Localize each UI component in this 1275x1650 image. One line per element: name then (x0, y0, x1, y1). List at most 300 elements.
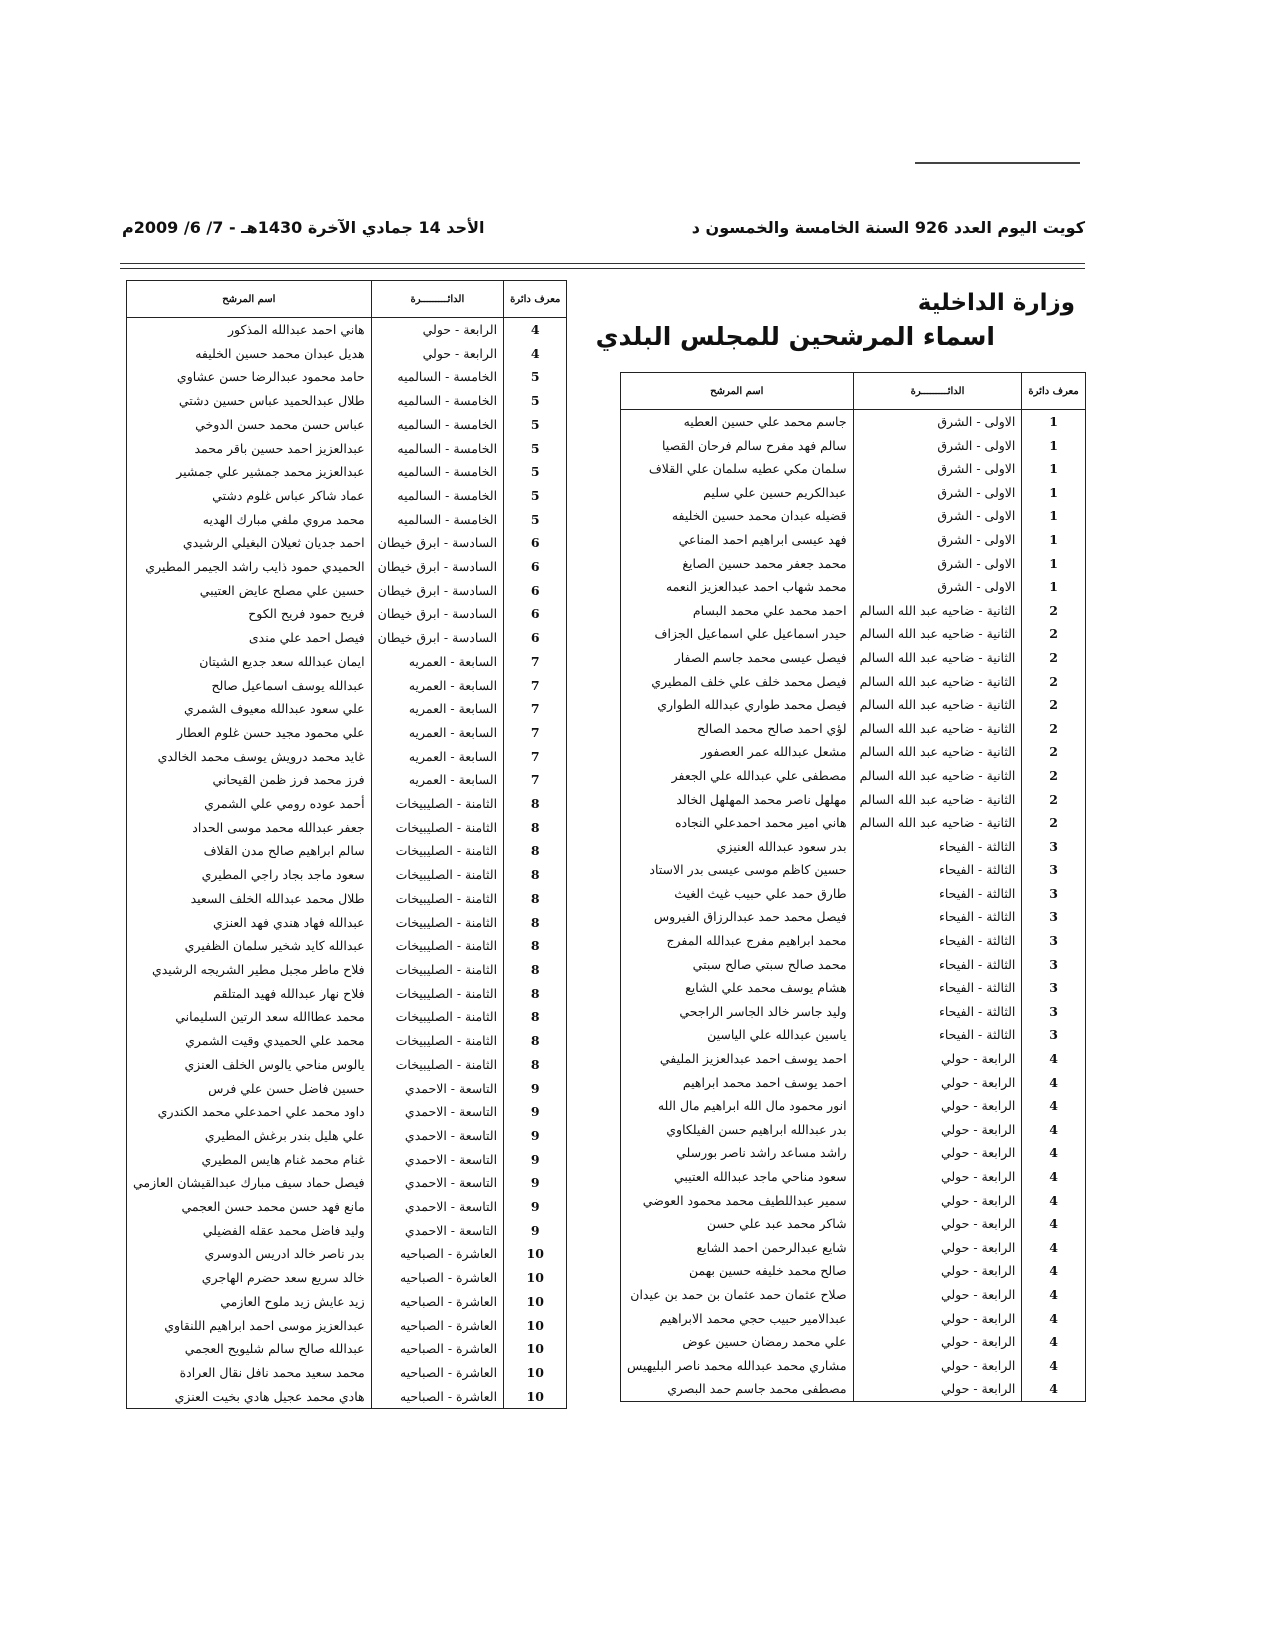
table-row (621, 504, 1086, 528)
candidate-name-cell: فهد عيسى ابراهيم احمد المناعي (621, 528, 854, 552)
table-row (127, 721, 567, 745)
district-cell: الرابعة - حولي (853, 1330, 1022, 1354)
table-row (621, 410, 1086, 434)
district-id-cell: 5 (504, 365, 567, 389)
district-id-cell: 8 (504, 887, 567, 911)
district-cell: الثانية - ضاحيه عبد الله السالم (853, 764, 1022, 788)
district-id-cell: 4 (504, 342, 567, 366)
district-cell: الرابعة - حولي (371, 318, 503, 342)
district-cell: الثامنة - الصليبيخات (371, 1053, 503, 1077)
candidates-table-right (620, 372, 1086, 1402)
candidate-name-cell: احمد يوسف احمد محمد ابراهيم (621, 1071, 854, 1095)
table-row (127, 579, 567, 603)
table-row (127, 768, 567, 792)
district-cell: السادسة - ابرق خيطان (371, 531, 503, 555)
district-id-cell: 7 (504, 721, 567, 745)
district-cell: الثالثة - الفيحاء (853, 905, 1022, 929)
district-id-cell: 6 (504, 579, 567, 603)
header-rule (120, 263, 1085, 264)
table-row (127, 318, 567, 342)
table-row (127, 934, 567, 958)
district-cell: الرابعة - حولي (853, 1165, 1022, 1189)
table-row (621, 740, 1086, 764)
district-id-cell: 7 (504, 697, 567, 721)
table-row (621, 976, 1086, 1000)
table-row (127, 697, 567, 721)
table-row (127, 1242, 567, 1266)
district-id-cell: 1 (1022, 481, 1085, 505)
district-id-cell: 2 (1022, 788, 1085, 812)
candidate-name-cell: حسين فاضل حسن علي فرس (127, 1077, 372, 1101)
candidate-name-cell: سالم فهد مفرح سالم فرحان القصيا (621, 434, 854, 458)
candidate-name-cell: لؤي احمد صالح محمد الصالح (621, 717, 854, 741)
district-cell: الخامسة - السالميه (371, 460, 503, 484)
table-row (621, 1307, 1086, 1331)
district-id-cell: 4 (1022, 1165, 1085, 1189)
district-cell: التاسعة - الاحمدي (371, 1100, 503, 1124)
candidate-name-cell: هديل عبدان محمد حسين الخليفه (127, 342, 372, 366)
table-row (621, 929, 1086, 953)
table-row (621, 552, 1086, 576)
candidate-name-cell: عبدالامير حبيب حجي محمد الابراهيم (621, 1307, 854, 1331)
district-cell: الرابعة - حولي (853, 1212, 1022, 1236)
candidate-name-cell: يالوس مناحي يالوس الخلف العنزي (127, 1053, 372, 1077)
district-cell: السابعة - العمريه (371, 768, 503, 792)
candidate-name-cell: حسين كاظم موسى عيسى بدر الاستاد (621, 858, 854, 882)
district-id-cell: 2 (1022, 764, 1085, 788)
district-id-cell: 3 (1022, 882, 1085, 906)
candidate-name-cell: عبدالعزيز موسى احمد ابراهيم اللنقاوي (127, 1314, 372, 1338)
district-id-cell: 2 (1022, 693, 1085, 717)
district-id-cell: 8 (504, 839, 567, 863)
table-row (621, 646, 1086, 670)
candidate-name-cell: سعود مناحي ماجد عبدالله العتيبي (621, 1165, 854, 1189)
candidate-name-cell: مشاري محمد عبدالله محمد ناصر البليهيس (621, 1354, 854, 1378)
district-id-cell: 4 (1022, 1094, 1085, 1118)
district-cell: السادسة - ابرق خيطان (371, 555, 503, 579)
table-row (127, 674, 567, 698)
district-id-cell: 7 (504, 768, 567, 792)
candidate-name-cell: عبدالعزيز احمد حسين باقر محمد (127, 437, 372, 461)
table-row (621, 457, 1086, 481)
candidate-name-cell: محمد سعيد محمد نافل نقال العرادة (127, 1361, 372, 1385)
table-row (127, 555, 567, 579)
district-id-cell: 10 (504, 1337, 567, 1361)
candidate-name-cell: فيصل احمد علي مندى (127, 626, 372, 650)
district-id-cell: 9 (504, 1171, 567, 1195)
candidate-name-cell: علي محمود مجيد حسن غلوم العطار (127, 721, 372, 745)
district-id-cell: 8 (504, 816, 567, 840)
district-cell: الثامنة - الصليبيخات (371, 816, 503, 840)
candidate-name-cell: محمد عطاالله سعد الرتين السليماني (127, 1005, 372, 1029)
district-cell: الرابعة - حولي (853, 1094, 1022, 1118)
table-header-row (127, 281, 567, 318)
table-row (621, 764, 1086, 788)
district-id-cell: 8 (504, 792, 567, 816)
district-cell: الثالثة - الفيحاء (853, 1023, 1022, 1047)
district-id-cell: 9 (504, 1124, 567, 1148)
candidate-name-cell: محمد صالح سبتي صالح سبتي (621, 953, 854, 977)
district-cell: الاولى - الشرق (853, 504, 1022, 528)
district-cell: السابعة - العمريه (371, 650, 503, 674)
district-id-cell: 2 (1022, 717, 1085, 741)
table-row (127, 1148, 567, 1172)
candidate-name-cell: فيصل حماد سيف مبارك عبدالقيشان العازمي (127, 1171, 372, 1195)
candidate-name-cell: خالد سريع سعد حضرم الهاجري (127, 1266, 372, 1290)
district-cell: الخامسة - السالميه (371, 365, 503, 389)
table-row (127, 1100, 567, 1124)
district-cell: الخامسة - السالميه (371, 389, 503, 413)
district-id-cell: 1 (1022, 410, 1085, 434)
district-cell: الثامنة - الصليبيخات (371, 982, 503, 1006)
district-id-cell: 8 (504, 911, 567, 935)
district-cell: الثامنة - الصليبيخات (371, 958, 503, 982)
district-cell: التاسعة - الاحمدي (371, 1124, 503, 1148)
district-id-cell: 2 (1022, 622, 1085, 646)
district-cell: الثامنة - الصليبيخات (371, 1029, 503, 1053)
district-id-cell: 1 (1022, 575, 1085, 599)
district-cell: الرابعة - حولي (853, 1047, 1022, 1071)
candidate-name-cell: فيصل محمد خلف علي خلف المطيري (621, 670, 854, 694)
district-cell: الرابعة - حولي (853, 1189, 1022, 1213)
header-candidate-name: اسم المرشح (127, 281, 372, 318)
district-id-cell: 8 (504, 958, 567, 982)
district-cell: الثامنة - الصليبيخات (371, 911, 503, 935)
table-row (621, 1236, 1086, 1260)
district-cell: العاشرة - الصباحيه (371, 1314, 503, 1338)
candidate-name-cell: عبدالكريم حسين علي سليم (621, 481, 854, 505)
candidate-name-cell: فيصل محمد حمد عبدالرزاق الفيروس (621, 905, 854, 929)
table-row (127, 626, 567, 650)
candidate-name-cell: هشام يوسف محمد علي الشايع (621, 976, 854, 1000)
table-row (127, 1385, 567, 1409)
district-id-cell: 1 (1022, 528, 1085, 552)
candidate-name-cell: بدر ناصر خالد ادريس الدوسري (127, 1242, 372, 1266)
candidate-name-cell: فلاح نهار عبدالله فهيد المتلقم (127, 982, 372, 1006)
table-row (621, 575, 1086, 599)
district-id-cell: 10 (504, 1290, 567, 1314)
candidate-name-cell: علي هليل بندر برغش المطيري (127, 1124, 372, 1148)
table-row (127, 460, 567, 484)
candidate-name-cell: طلال عبدالحميد عباس حسين دشتي (127, 389, 372, 413)
district-cell: الرابعة - حولي (371, 342, 503, 366)
district-cell: السابعة - العمريه (371, 697, 503, 721)
candidate-name-cell: راشد مساعد راشد ناصر بورسلي (621, 1141, 854, 1165)
district-id-cell: 5 (504, 460, 567, 484)
district-cell: الاولى - الشرق (853, 457, 1022, 481)
candidate-name-cell: سالم ابراهيم صالح مدن القلاف (127, 839, 372, 863)
district-cell: السابعة - العمريه (371, 745, 503, 769)
district-cell: التاسعة - الاحمدي (371, 1077, 503, 1101)
candidate-name-cell: غنام محمد غنام هايس المطيري (127, 1148, 372, 1172)
district-id-cell: 3 (1022, 1023, 1085, 1047)
table-row (621, 599, 1086, 623)
district-id-cell: 2 (1022, 670, 1085, 694)
candidate-name-cell: ياسين عبدالله علي الياسين (621, 1023, 854, 1047)
candidate-name-cell: هادي محمد عجيل هادي بخيت العنزي (127, 1385, 372, 1409)
district-cell: الرابعة - حولي (853, 1259, 1022, 1283)
district-cell: التاسعة - الاحمدي (371, 1195, 503, 1219)
candidate-name-cell: مشعل عبدالله عمر العصفور (621, 740, 854, 764)
candidate-name-cell: زيد عايش زيد ملوح العازمي (127, 1290, 372, 1314)
district-id-cell: 3 (1022, 953, 1085, 977)
candidate-name-cell: شاكر محمد عبد علي حسن (621, 1212, 854, 1236)
table-row (621, 1377, 1086, 1401)
district-cell: الرابعة - حولي (853, 1307, 1022, 1331)
district-id-cell: 9 (504, 1077, 567, 1101)
district-cell: الثامنة - الصليبيخات (371, 1005, 503, 1029)
candidate-name-cell: شايع عبدالرحمن احمد الشايع (621, 1236, 854, 1260)
table-row (621, 1330, 1086, 1354)
district-cell: الثالثة - الفيحاء (853, 929, 1022, 953)
table-body-right (621, 410, 1086, 1402)
table-row (621, 1165, 1086, 1189)
district-cell: الرابعة - حولي (853, 1141, 1022, 1165)
district-id-cell: 7 (504, 650, 567, 674)
district-cell: السابعة - العمريه (371, 674, 503, 698)
table-row (621, 717, 1086, 741)
district-cell: الثانية - ضاحيه عبد الله السالم (853, 622, 1022, 646)
table-body-left (127, 318, 567, 1409)
table-row (127, 839, 567, 863)
candidate-name-cell: جاسم محمد علي حسين العطيه (621, 410, 854, 434)
district-id-cell: 7 (504, 674, 567, 698)
table-row (621, 622, 1086, 646)
candidate-name-cell: طلال محمد عبدالله الخلف السعيد (127, 887, 372, 911)
table-row (127, 745, 567, 769)
district-id-cell: 4 (1022, 1071, 1085, 1095)
table-row (621, 1212, 1086, 1236)
table-row (127, 1219, 567, 1243)
candidate-name-cell: احمد محمد علي محمد البسام (621, 599, 854, 623)
district-cell: العاشرة - الصباحيه (371, 1290, 503, 1314)
table-row (127, 1124, 567, 1148)
candidate-name-cell: انور محمود مال الله ابراهيم مال الله (621, 1094, 854, 1118)
district-cell: الرابعة - حولي (853, 1118, 1022, 1142)
candidate-name-cell: مهلهل ناصر محمد المهلهل الخالد (621, 788, 854, 812)
district-cell: التاسعة - الاحمدي (371, 1171, 503, 1195)
candidate-name-cell: أحمد عوده رومي علي الشمري (127, 792, 372, 816)
table-row (127, 484, 567, 508)
district-id-cell: 5 (504, 508, 567, 532)
page-title: اسماء المرشحين للمجلس البلدي (595, 322, 995, 351)
table-row (127, 365, 567, 389)
candidate-name-cell: علي سعود عبدالله معيوف الشمري (127, 697, 372, 721)
district-cell: الخامسة - السالميه (371, 484, 503, 508)
table-row (127, 958, 567, 982)
district-cell: العاشرة - الصباحيه (371, 1385, 503, 1409)
candidate-name-cell: هاني امير محمد احمدعلي النجاده (621, 811, 854, 835)
district-cell: الثانية - ضاحيه عبد الله السالم (853, 693, 1022, 717)
top-rule (915, 162, 1080, 164)
district-cell: الثالثة - الفيحاء (853, 976, 1022, 1000)
candidate-name-cell: سعود ماجد بجاد راجي المطيري (127, 863, 372, 887)
header-district-id: معرف دائرة (1022, 373, 1085, 410)
table-row (127, 1266, 567, 1290)
district-id-cell: 3 (1022, 976, 1085, 1000)
district-cell: الاولى - الشرق (853, 528, 1022, 552)
candidate-name-cell: احمد جديان ثعيلان البغيلي الرشيدي (127, 531, 372, 555)
candidate-name-cell: عباس حسن محمد حسن الدوخي (127, 413, 372, 437)
table-row (621, 1283, 1086, 1307)
table-row (621, 905, 1086, 929)
district-cell: الخامسة - السالميه (371, 508, 503, 532)
table-row (127, 1029, 567, 1053)
district-cell: الثامنة - الصليبيخات (371, 934, 503, 958)
candidate-name-cell: سمير عبداللطيف محمد محمود العوضي (621, 1189, 854, 1213)
district-id-cell: 5 (504, 413, 567, 437)
district-cell: الثالثة - الفيحاء (853, 835, 1022, 859)
district-id-cell: 8 (504, 934, 567, 958)
candidate-name-cell: بدر عبدالله ابراهيم حسن الفيلكاوي (621, 1118, 854, 1142)
table-row (127, 1171, 567, 1195)
district-id-cell: 4 (1022, 1047, 1085, 1071)
district-id-cell: 9 (504, 1100, 567, 1124)
district-id-cell: 10 (504, 1266, 567, 1290)
table-row (127, 1361, 567, 1385)
candidate-name-cell: مصطفى علي عبدالله علي الجعفر (621, 764, 854, 788)
candidate-name-cell: محمد ابراهيم مفرج عبدالله المفرج (621, 929, 854, 953)
district-cell: الرابعة - حولي (853, 1236, 1022, 1260)
district-id-cell: 4 (504, 318, 567, 342)
district-cell: الثانية - ضاحيه عبد الله السالم (853, 646, 1022, 670)
table-row (621, 1259, 1086, 1283)
district-id-cell: 8 (504, 1029, 567, 1053)
candidates-table-left (126, 280, 567, 1409)
candidate-name-cell: محمد علي الحميدي وقيت الشمري (127, 1029, 372, 1053)
table-row (621, 858, 1086, 882)
district-cell: الاولى - الشرق (853, 552, 1022, 576)
candidate-name-cell: فلاح ماطر مجبل مطير الشريجه الرشيدي (127, 958, 372, 982)
district-cell: الاولى - الشرق (853, 481, 1022, 505)
table-row (127, 413, 567, 437)
table-row (127, 792, 567, 816)
district-cell: الثانية - ضاحيه عبد الله السالم (853, 811, 1022, 835)
candidate-name-cell: مانع فهد حسن محمد حسن العجمي (127, 1195, 372, 1219)
district-cell: الثالثة - الفيحاء (853, 1000, 1022, 1024)
district-cell: الاولى - الشرق (853, 434, 1022, 458)
table-row (621, 528, 1086, 552)
header-candidate-name: اسم المرشح (621, 373, 854, 410)
district-cell: الثالثة - الفيحاء (853, 882, 1022, 906)
table-row (127, 1337, 567, 1361)
table-row (127, 508, 567, 532)
candidate-name-cell: محمد جعفر محمد حسين الصايغ (621, 552, 854, 576)
candidate-name-cell: حامد محمود عبدالرضا حسن عشاوي (127, 365, 372, 389)
district-cell: الثانية - ضاحيه عبد الله السالم (853, 599, 1022, 623)
table-row (621, 811, 1086, 835)
date-header: الأحد 14 جمادي الآخرة 1430هـ - 7/ 6/ 2009م (122, 218, 485, 237)
district-id-cell: 4 (1022, 1212, 1085, 1236)
district-cell: الرابعة - حولي (853, 1283, 1022, 1307)
district-id-cell: 4 (1022, 1189, 1085, 1213)
district-id-cell: 1 (1022, 434, 1085, 458)
district-id-cell: 2 (1022, 646, 1085, 670)
table-row (621, 882, 1086, 906)
ministry-title: وزارة الداخلية (917, 290, 1075, 316)
district-id-cell: 9 (504, 1195, 567, 1219)
district-id-cell: 4 (1022, 1259, 1085, 1283)
candidate-name-cell: هاني احمد عبدالله المذكور (127, 318, 372, 342)
district-id-cell: 9 (504, 1148, 567, 1172)
candidate-name-cell: محمد مروي ملفي مبارك الهديه (127, 508, 372, 532)
table-row (621, 693, 1086, 717)
district-cell: الرابعة - حولي (853, 1354, 1022, 1378)
district-id-cell: 10 (504, 1314, 567, 1338)
district-id-cell: 2 (1022, 811, 1085, 835)
district-id-cell: 4 (1022, 1307, 1085, 1331)
district-id-cell: 4 (1022, 1283, 1085, 1307)
table-row (127, 1077, 567, 1101)
header-district: الدائـــــــــرة (853, 373, 1022, 410)
candidate-name-cell: احمد يوسف احمد عبدالعزيز المليفي (621, 1047, 854, 1071)
district-id-cell: 4 (1022, 1377, 1085, 1401)
candidate-name-cell: طارق حمد علي حبيب غيث الغيث (621, 882, 854, 906)
candidate-name-cell: ايمان عبدالله سعد جديع الشيتان (127, 650, 372, 674)
candidate-name-cell: حيدر اسماعيل علي اسماعيل الجزاف (621, 622, 854, 646)
candidate-name-cell: بدر سعود عبدالله العنيزي (621, 835, 854, 859)
district-id-cell: 5 (504, 484, 567, 508)
district-cell: الخامسة - السالميه (371, 437, 503, 461)
candidate-name-cell: الحميدي حمود ذايب راشد الجيمر المطيري (127, 555, 372, 579)
district-cell: الثامنة - الصليبيخات (371, 887, 503, 911)
table-row (127, 342, 567, 366)
candidate-name-cell: مصطفى محمد جاسم حمد البصري (621, 1377, 854, 1401)
district-id-cell: 6 (504, 555, 567, 579)
table-row (127, 1290, 567, 1314)
district-cell: التاسعة - الاحمدي (371, 1148, 503, 1172)
district-cell: الثانية - ضاحيه عبد الله السالم (853, 717, 1022, 741)
district-id-cell: 2 (1022, 740, 1085, 764)
table-row (621, 788, 1086, 812)
district-cell: الثالثة - الفيحاء (853, 858, 1022, 882)
candidate-name-cell: محمد شهاب احمد عبدالعزيز النعمه (621, 575, 854, 599)
candidate-name-cell: حسين علي مصلح عايض العتيبي (127, 579, 372, 603)
table-row (127, 887, 567, 911)
candidate-name-cell: عبدالعزيز محمد جمشير علي جمشير (127, 460, 372, 484)
district-id-cell: 1 (1022, 552, 1085, 576)
district-id-cell: 4 (1022, 1354, 1085, 1378)
candidate-name-cell: داود محمد علي احمدعلي محمد الكندري (127, 1100, 372, 1124)
candidate-name-cell: فيصل محمد طواري عبدالله الطواري (621, 693, 854, 717)
district-id-cell: 6 (504, 602, 567, 626)
candidate-name-cell: صلاح عثمان حمد عثمان بن حمد بن عيدان (621, 1283, 854, 1307)
district-id-cell: 5 (504, 437, 567, 461)
candidate-name-cell: عبدالله كايد شخير سلمان الظفيري (127, 934, 372, 958)
table-row (621, 1071, 1086, 1095)
district-cell: الخامسة - السالميه (371, 413, 503, 437)
table-row (127, 531, 567, 555)
district-cell: العاشرة - الصباحيه (371, 1266, 503, 1290)
candidate-name-cell: عبدالله يوسف اسماعيل صالح (127, 674, 372, 698)
table-row (127, 911, 567, 935)
district-id-cell: 4 (1022, 1236, 1085, 1260)
candidate-name-cell: قضيله عبدان محمد حسين الخليفه (621, 504, 854, 528)
district-id-cell: 8 (504, 982, 567, 1006)
district-cell: السادسة - ابرق خيطان (371, 626, 503, 650)
district-id-cell: 8 (504, 1053, 567, 1077)
candidate-name-cell: عبدالله فهاد هندي فهد العنزي (127, 911, 372, 935)
table-row (621, 1047, 1086, 1071)
district-id-cell: 10 (504, 1242, 567, 1266)
district-id-cell: 3 (1022, 1000, 1085, 1024)
candidate-name-cell: فريح حمود فريح الكوح (127, 602, 372, 626)
district-cell: السابعة - العمريه (371, 721, 503, 745)
district-id-cell: 8 (504, 1005, 567, 1029)
table-row (621, 1141, 1086, 1165)
table-row (621, 434, 1086, 458)
district-id-cell: 4 (1022, 1141, 1085, 1165)
